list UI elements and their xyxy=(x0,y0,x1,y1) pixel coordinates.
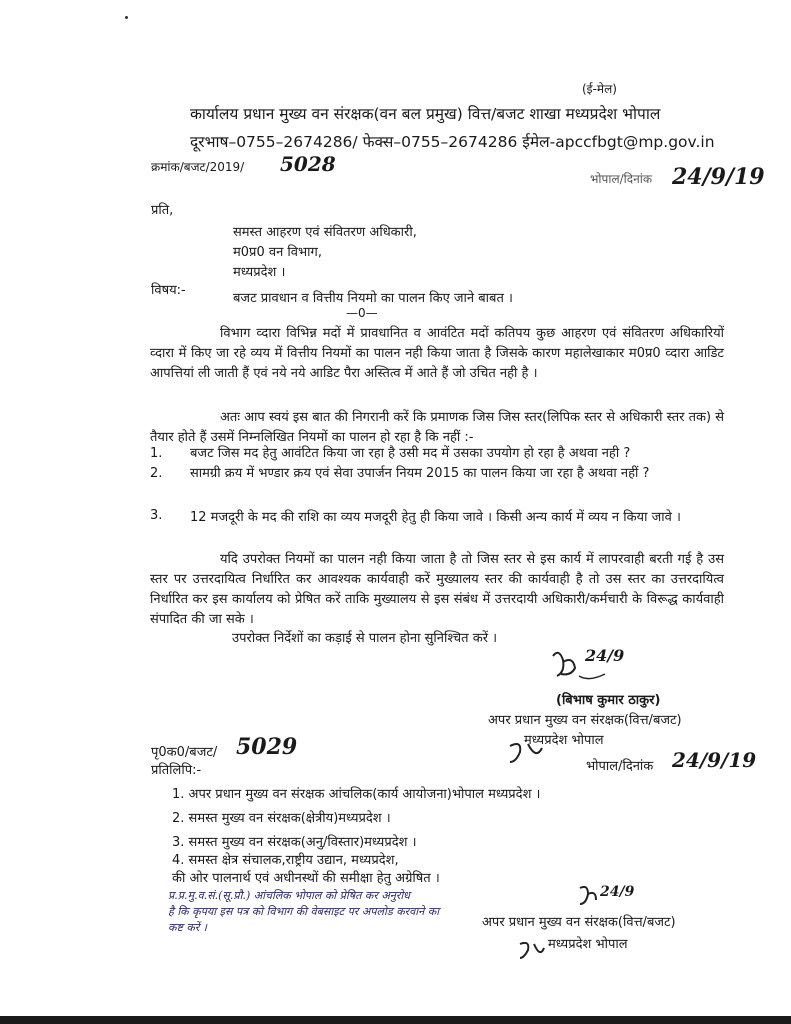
rule-3-number: 3. xyxy=(150,508,163,523)
signature-2-designation: अपर प्रधान मुख्य वन संरक्षक(वित्त/बजट) xyxy=(482,915,676,930)
to-line-1: समस्त आहरण एवं संवितरण अधिकारी, xyxy=(233,225,417,240)
ref-date: 24/9/19 xyxy=(672,164,765,190)
scan-bottom-edge xyxy=(0,1016,791,1024)
signature-2-mark: 24/9 xyxy=(600,884,635,900)
subject-label: विषय:- xyxy=(151,283,186,298)
copy-item-4: 4. समस्त क्षेत्र संचालक,राष्ट्रीय उद्यान, मध्यप्रदेश, xyxy=(172,853,399,868)
closing-paragraph: यदि उपरोक्त नियमों का पालन नही किया जाता है तो जिस स्तर से इस कार्य में लापरवाही बरती गई है उस स्तर पर उत्तरदायित्व निर्धारित कर आवश्यक कार्यवाही करें मुख्यालय स्तर की कार्यवाही है तो उस स्तर का उत्तरदायित्व निर्धारित कर इस कार्यालय को प्रेषित करें ताकि मुख्यालय से इस संबंध में उत्तरदायी अधिकारी/कर्मचारी के विरूद्ध कार्यवाही संपादित की जा सके । xyxy=(150,552,724,627)
copy-item-2: 2. समस्त मुख्य वन संरक्षक(क्षेत्रीय)मध्यप्रदेश । xyxy=(172,811,391,826)
contact-line: दूरभाष–0755–2674286/ फेक्स–0755–2674286 ईमेल-apccfbgt@mp.gov.in xyxy=(190,133,715,151)
handwritten-note-line-3: कष्ट करें । xyxy=(168,921,207,934)
rule-2-text: सामग्री क्रय में भण्डार क्रय एवं सेवा उपार्जन नियम 2015 का पालन किया जा रहा है अथवा नहीं ? xyxy=(190,466,650,481)
separator: —0— xyxy=(346,306,378,320)
rule-3-text: 12 मजदूरी के मद की राशि का व्यय मजदूरी हेतु ही किया जावे । किसी अन्य कार्य में व्यय न किया जावे । xyxy=(190,510,681,525)
signatory-place: मध्यप्रदेश भोपाल xyxy=(524,733,604,748)
to-line-2: म0प्र0 वन विभाग, xyxy=(233,245,322,260)
signature-2-initials xyxy=(516,940,548,964)
ref-number: 5028 xyxy=(280,152,336,176)
endorsement-number: 5029 xyxy=(236,734,298,760)
office-header: कार्यालय प्रधान मुख्य वन संरक्षक(वन बल प्रमुख) वित्त/बजट शाखा मध्यप्रदेश भोपाल xyxy=(190,105,661,123)
endorsement-date: 24/9/19 xyxy=(672,748,757,772)
copy-item-3: 3. समस्त मुख्य वन संरक्षक(अनु/विस्तार)मध्यप्रदेश । xyxy=(172,835,417,850)
scan-speck xyxy=(125,16,128,19)
ref-place-date-label: भोपाल/दिनांक xyxy=(590,172,653,186)
to-line-3: मध्यप्रदेश । xyxy=(233,265,286,280)
copy-footer: की ओर पालनार्थ एवं अधीनस्थों की समीक्षा हेतु अग्रेषित । xyxy=(172,871,440,886)
rule-1-number: 1. xyxy=(150,446,163,461)
subject-text: बजट प्रावधान व वित्तीय नियमो का पालन किए जाने बाबत । xyxy=(233,291,513,306)
rule-2-number: 2. xyxy=(150,466,163,481)
to-label: प्रति, xyxy=(151,203,174,218)
closing-instruction: उपरोक्त निर्देशों का कड़ाई से पालन होना सुनिश्चित करें । xyxy=(232,631,498,646)
rule-1-text: बजट जिस मद हेतु आवंटित किया जा रहा है उसी मद में उसका उपयोग हो रहा है अथवा नही ? xyxy=(190,446,631,461)
signatory-designation: अपर प्रधान मुख्य वन संरक्षक(वित्त/बजट) xyxy=(488,713,682,728)
initials-mark xyxy=(506,740,546,768)
copy-label: प्रतिलिपि:- xyxy=(151,763,202,778)
endorsement-prefix: पृ0क0/बजट/ xyxy=(151,745,218,760)
email-tag: (ई-मेल) xyxy=(582,82,617,96)
handwritten-note-line-2: है कि कृपया इस पत्र को विभाग की वेबसाइट पर अपलोड करवाने का xyxy=(168,905,440,918)
signature-2-place: मध्यप्रदेश भोपाल xyxy=(548,937,628,952)
signatory-name: (बिभाष कुमार ठाकुर) xyxy=(556,693,661,708)
endorsement-place-date-label: भोपाल/दिनांक xyxy=(586,759,654,774)
ref-prefix: क्रमांक/बजट/2019/ xyxy=(151,160,245,174)
paragraph-2: अतः आप स्वयं इस बात की निगरानी करें कि प्रमाणक जिस जिस स्तर(लिपिक स्तर से अधिकारी स्तर तक) से तैयार होते हैं उसमें निम्नलिखित नियमों का पालन हो रहा है कि नहीं :- xyxy=(150,410,724,445)
copy-item-1: 1. अपर प्रधान मुख्य वन संरक्षक आंचलिक(कार्य आयोजना)भोपाल मध्यप्रदेश । xyxy=(172,787,541,802)
signature-1-mark: 24/9 xyxy=(585,646,625,665)
paragraph-1: विभाग व्दारा विभिन्न मदों में प्रावधानित व आवंटित मदों कतिपय कुछ आहरण एवं संवितरण अधिकारियों व्दारा में किए जा रहे व्यय में वित्तीय नियमों का पालन नही किया जाता है जिसके कारण महालेखाकार म0प्र0 व्दारा आडिट आपत्तियां ली जाती हैं एवं नये नये आडिट पैरा अस्तित्व में आते हैं जो उचित नही है । xyxy=(150,326,724,381)
handwritten-note-line-1: प्र.प्र.मु.व.सं.(सू.प्रौ.) आंचलिक भोपाल को प्रेषित कर अनुरोध xyxy=(168,889,410,902)
